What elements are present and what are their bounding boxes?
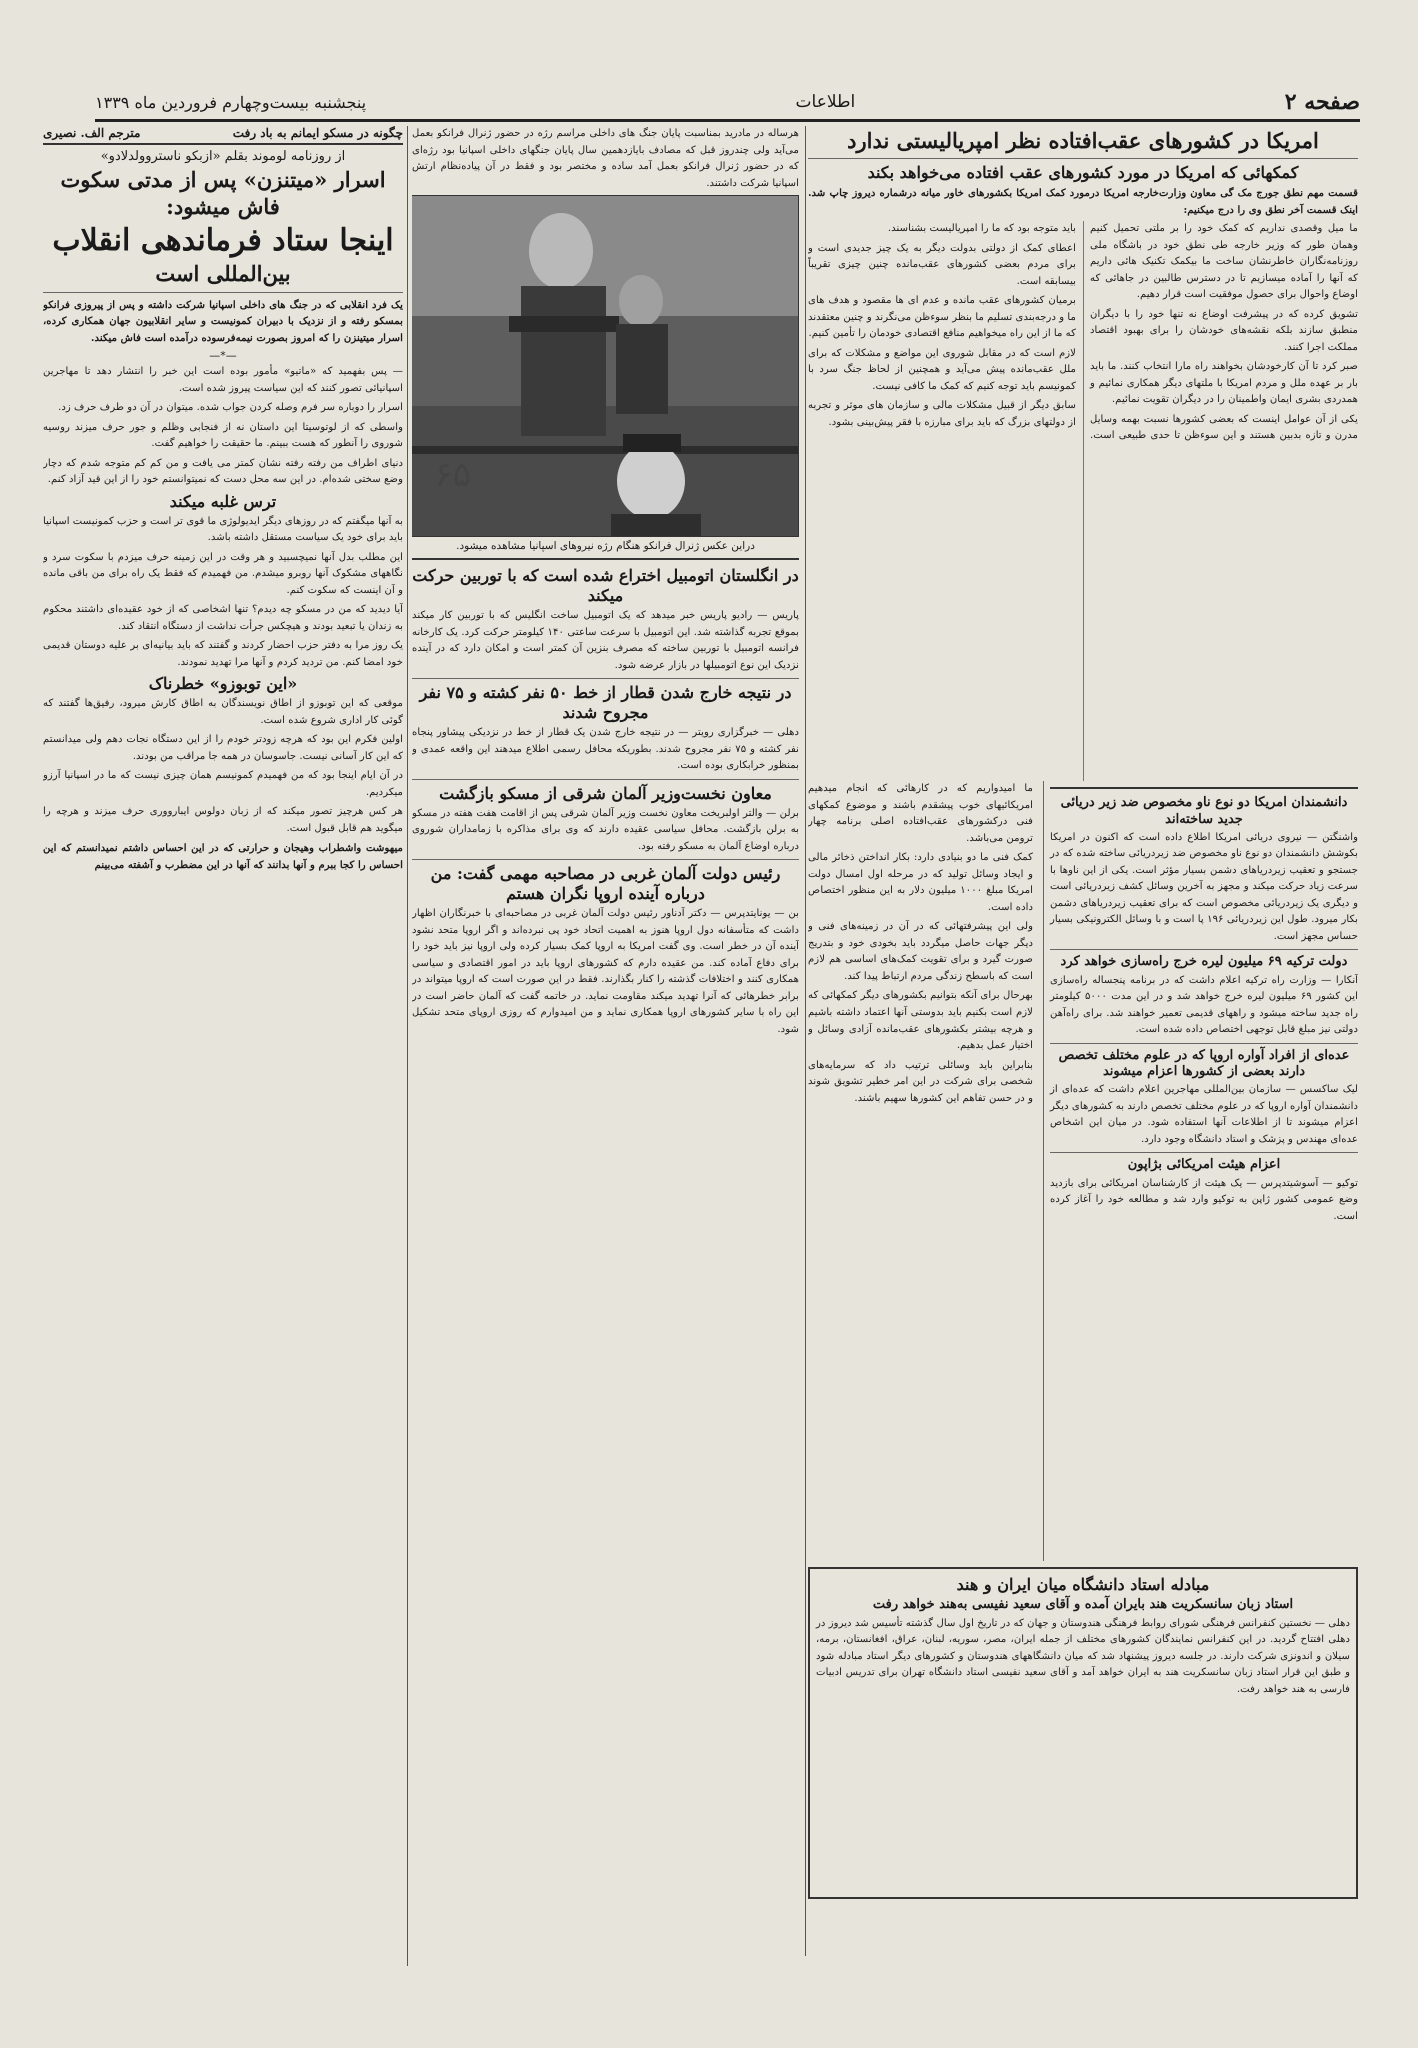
paragraph: اعطای کمک از دولتی بدولت دیگر به یک چیز جدیدی است و برای مردم بعضی کشورهای عقب‌مانده چنین چیزی تقریباً بیسابقه است. [808,242,1076,287]
article-body-west-germany-interview: بن — یونایتدپرس — دکتر آدناور رئیس دولت آلمان غربی در مصاحبه‌ای با خبرنگاران اظهار داشت که متأسفانه دول اروپا هنوز به اهمیت اتحاد خود پی نبرده‌اند و اگر اروپا متحد نشود آینده آن در خطر است. وی گفت امریکا به اروپا کمک بسیار کرده ولی اروپا نیز باید خود را برای دفاع آماده کند. من عقیده دارم که کشورهای اروپا باید در امور اقتصادی و سیاسی همکاری کنند و اختلافات گذشته را کنار بگذارند. فقط در این صورت است که اروپا میتواند در برابر خطرهائی که آنرا تهدید میکند مقاومت نماید. در خاتمه گفت که آلمان حاضر است در این راه با سایر کشورهای اروپا همکاری نماید و من امیدوارم که روزی اروپای متحد تشکیل شود. [412,908,799,1035]
paragraph: در آن ایام اینجا بود که من فهمیدم کمونیسم همان چیزی نیست که ما در اسپانیا آرزو میکردیم. [43,770,403,798]
masthead [95,85,1360,122]
section-separator: —*— [209,349,237,363]
series-title: چگونه در مسکو ایمانم به باد رفت [232,126,403,140]
paragraph: اسرار را دوباره سر فرم وصله کردن جواب شده. میتوان در آن دو طرف حرف زد. [58,402,403,414]
paragraph: یک فرد انقلابی که در جنگ های داخلی اسپانیا شرکت داشته و پس از پیروزی فرانکو بمسکو رفته و از نزدیک با دبیران کمونیست و سایر انقلابیون جهان همکاری کرده، اسرار میتینزن را که امروز بصورت نیمه‌فرسوده درآمده است فاش میکند. [43,298,403,344]
paragraph: اولین فکرم این بود که هرچه زودتر خودم را از این دستگاه نجات دهم ولی میدانستم که این کار آسانی نیست. جاسوسان در همه جا مراقب من بودند. [43,734,403,762]
paragraph: تشویق کرده که در پیشرفت اوضاع نه تنها خود را با دیگران منطبق سازند بلکه نقشه‌های خودشان را برای بهبود اقتصاد مملکت اجرا کنند. [1090,308,1358,353]
university-exchange-article [808,1567,1358,1899]
divider [1050,1152,1358,1153]
paragraph: بهرحال برای آنکه بتوانیم بکشورهای دیگر کمکهائی که لازم است بکنیم باید بدوستی آنها اعتماد داشته باشیم و هرچه بیشتر بکشورهای عقب‌مانده آزادی وسائل و اختیار عمل بدهیم. [808,990,1033,1052]
headline-east-germany: معاون نخست‌وزیر آلمان شرقی از مسکو بازگشت [439,783,772,803]
headline-refugees: عده‌ای از افراد آواره اروپا که در علوم مختلف تخصص دارند بعضی از کشورها اعزام میشوند [1058,1047,1350,1079]
paragraph: — پس بفهمید که «ماتیو» مأمور بوده است این خبر را انتشار دهد تا مهاجرین اسپانیائی تصور کنند که این سیاست پیروز شده است. [43,366,403,394]
subheading-fear: ترس غلبه میکند [169,491,277,511]
divider [1050,787,1358,789]
article-lead: قسمت مهم نطق جورج مک گی معاون وزارت‌خارجه امریکا درمورد کمک امریکا بکشورهای خاور میانه درشماره دیروز چاپ شد. اینک قسمت آخر نطق وی را درج میکنیم: [808,187,1358,216]
article-body-university-exchange: دهلی — نخستین کنفرانس فرهنگی شورای روابط فرهنگی هندوستان و جهان که در تاریخ اول سال گذشته تأسیس شد دیروز در دهلی افتتاح گردید. در این کنفرانس نمایندگان کشورهای مختلف از جمله ایران، مصر، سوریه، لبنان، عراق، افغانستان، برمه، سیلان و اندونزی شرکت دارند. در جلسه دیروز پیشنهاد شد که میان دانشگاههای هندوستان و کشورهای دیگر استاد مبادله شود و طبق این قرار استاد زبان سانسکریت هند به ایران خواهد آمد و آقای سعید نفیسی استاد دانشگاه تهران برای تدریس ادبیات فارسی به هند خواهد رفت. [816,1617,1350,1695]
article-body-turbine-car: پاریس — رادیو پاریس خبر میدهد که یک اتومبیل ساخت انگلیس که با توربین کار میکند بموقع تجربه گذاشته شد. این اتومبیل با سرعت ساعتی ۱۴۰ کیلومتر حرکت کرد. یک کارخانه فرانسه اتومبیل با توربین ساخته که مصرف بنزین آن کمتر است و امکان دارد که در آینده نزدیک این نوع اتومبیلها در بازار عرضه شود. [412,610,799,671]
headline-submarine: دانشمندان امریکا دو نوع ناو مخصوص ضد زیر دریائی جدید ساخته‌اند [1060,795,1348,827]
paragraph: به آنها میگفتم که در روزهای دیگر ایدیولوژی ما قوی تر است و حزب کمونیست اسپانیا باید برای خود یک سیاست مستقل داشته باشد. [43,515,403,544]
article-body-japan-mission: توکیو — آسوشیتدپرس — یک هیئت از کارشناسان امریکائی برای بازدید وضع عمومی کشور ژاپن به توکیو وارد شد و مطالعه خود را آغاز کرده است. [1050,1177,1358,1222]
newspaper-name: اطلاعات [795,92,856,112]
photo-caption: دراین عکس ژنرال فرانکو هنگام رژه نیروهای اسپانیا مشاهده میشود. [456,540,755,553]
paragraph: ما امیدواریم که در کارهائی که انجام میدهیم امریکائیهای خوب پیشقدم باشند و موضوع کمکهای فنی درکشورهای عقب‌افتاده اصلی برنامه چهار ترومن می‌باشد. [808,783,1033,844]
sub-column-news [1043,781,1358,1561]
right-column [808,126,1358,1956]
photo-illustration [412,196,798,536]
headline-revolution-hq: اینجا ستاد فرماندهی انقلاب [52,222,394,258]
divider [1050,1043,1358,1044]
paragraph: لازم است که در مقابل شوروی این مواضع و مشکلات که برای ملل عقب‌مانده پیش می‌آید و همچنین از لحاظ جنگ سرد با کمونیسم باید توجه کنیم که کمک ما کافی نیست. [808,347,1076,392]
paragraph: ما میل وقصدی نداریم که کمک خود را بر ملتی تحمیل کنیم وهمان طور که وزیر خارجه طی نطق خود در باشگاه ملی روزنامه‌نگاران خاطرنشان ساخت ما بیکمک تکنیک هائی داریم که آنها را آماده میسازیم تا در دسترس طالبین در جاهائی که اوضاع واحوال برای حصول موفقیت است قرار دهیم. [1090,223,1358,301]
headline-west-germany-interview: رئیس دولت آلمان غربی در مصاحبه مهمی گفت: من درباره آینده اروپا نگران هستم [430,864,781,904]
article-body-east-germany: برلن — والتر اولبریخت معاون نخست وزیر آلمان شرقی پس از اقامت هفت هفته در مسکو به برلن بازگشت. محافل سیاسی عقیده دارند که وی برای مذاکره با زمامداران شوروی درباره اوضاع آلمان به مسکو رفته بود. [412,807,799,852]
source-kicker: از روزنامه لوموند بقلم «ازبکو ناستروولدلادو» [100,149,346,164]
paragraph: این مطلب بدل آنها نمیچسبید و هر وقت در این زمینه حرف میزدم با سکوت سرد و نگاههای مشکوک آنها روبرو میشدم. من فهمیدم که فقط یک راه برای من باقی مانده و آن اینست که سکوت کنم. [43,551,403,596]
paragraph: بنابراین باید وسائلی ترتیب داد که سرمایه‌های شخصی برای شرکت در این امر خطیر تشویق شوند و در حسن تفاهم این کشورها سهیم باشند. [808,1059,1033,1104]
paragraph: آیا دیدید که من در مسکو چه دیدم؟ تنها اشخاصی که از خود عقیده‌ای داشتند محکوم به زندان یا تبعید بودند و هیچکس جرأت نداشت از دستگاه انتقاد کند. [43,604,403,632]
paragraph: موقعی که این توبوزو از اطاق نویسندگان به اطاق کارش میرود، رفیق‌ها گفتند که گوئی کار اداری شروع شده است. [43,698,403,726]
headline-train-derailment: در نتیجه خارج شدن قطار از خط ۵۰ نفر کشته و ۷۵ نفر مجروح شدند [419,683,792,723]
headline-secrets: اسرار «میتنزن» پس از مدتی سکوت فاش میشود: [60,167,386,219]
headline-turkey-roads: دولت ترکیه ۶۹ میلیون لیره خرج راه‌سازی خواهد کرد [1060,954,1348,970]
divider [1050,949,1358,950]
paragraph: صبر کرد تا آن کارخودشان بخواهند راه مارا انتخاب کنند. ما باید بار بر عهده ملل و مردم امریکا با ملتهای دیگر همکاری نمائیم و همدردی بشری ایمان واطمینان را در دیگران تقویت نمائیم. [1090,361,1358,406]
paragraph: کمک فنی ما دو بنیادی دارد: بکار انداختن ذخائر مالی و ایجاد وسائل تولید که در مرحله اول امسال دولت امریکا مبلغ ۱۰۰۰ میلیون دلار به این منظور اختصاص داده است. [808,852,1033,913]
paragraph: دنیای اطراف من رفته رفته نشان کمتر می یافت و من کم کم متوجه شدم که دچار وضع سختی شده‌ام. در این سه محل دست که نمیتوانستم خود را از این قید آزاد کنم. [43,457,403,486]
page-number: صفحه ۲ [1284,89,1360,115]
subheadline-university-exchange: استاد زبان سانسکریت هند بایران آمده و آقای سعید نفیسی به‌هند خواهد رفت [872,1597,1294,1613]
right-lower-area [808,781,1358,1561]
translator-credit: مترجم الف. نصیری [43,126,141,140]
paragraph: سابق دیگر از قبیل مشکلات مالی و سازمان های موثر و تجربه از دولتهای بزرگ که باید برای مبارزه با فقر پیش‌بینی بشود. [808,400,1076,428]
divider [412,678,799,679]
divider [412,558,799,560]
franco-parade-photo [412,195,799,537]
divider [412,859,799,860]
headline-imperialism: امریکا در کشورهای عقب‌افتاده نظر امپریالیستی ندارد [847,128,1319,153]
headline-international: بین‌المللی است [155,261,291,287]
article-body-submarine: واشنگتن — نیروی دریائی امریکا اطلاع داده است که اکنون در امریکا بکوشش دانشمندان دو نوع ناو مخصوص ضد زیردریائی ساخته شده که در جستجو و تعقیب زیردریاهای دشمن بسیار مؤثر است. یکی از این ناوها با سرعت زیاد حرکت میکند و مجهز به آخرین وسائل کشف زیردریائی است و دیگری یک زیردریائی مخصوص است که برای تعقیب زیردریاهای دشمن بکار میرود. طول این زیردریائی ۱۹۶ پا است و با وسائل الکترونیکی بسیار حساس مجهز است. [1050,831,1358,942]
paragraph: هر کس هرچیز تصور میکند که از زبان دولوس ایبارووری حرف میزند و هرچه را میگوید هم قابل قبول است. [43,806,403,834]
divider [808,158,1358,159]
column-rule [407,126,408,1966]
paragraph: برمیان کشورهای عقب مانده و عدم ای ها مقصود و هدف های ما و درجه‌بندی تسلیم ما بنظر سوءظن می‌نگرند و چنین معتقدند که ما از این راه میخواهیم منافع اقتصادی خودمان را تأمین کنیم. [808,295,1076,340]
headline-japan-mission: اعزام هیئت امریکائی بژاپون [1127,1157,1281,1173]
paragraph: ولی این پیشرفتهائی که در آن در زمینه‌های فنی و دیگر جهات حاصل میگردد باید بخودی خود و بتدریج صورت گیرد و برای تقویت کمک‌های اساسی هم لازم است که باسطح زندگی مردم ارتباط پیدا کند. [808,921,1033,982]
middle-column [412,126,799,1956]
column-rule [805,126,806,1956]
subheading-dangerous: «این توبوزو» خطرناک [148,674,298,694]
headline-turbine-car: در انگلستان اتومبیل اختراع شده است که با توربین حرکت میکند [412,566,799,606]
article-body-train-derailment: دهلی — خبرگزاری رویتر — در نتیجه خارج شدن یک قطار از خط در نزدیکی پیشاور پنجاه نفر کشته و ۷۵ نفر مجروح شدند. بطوریکه محافل رسمی اطلاع میدهند این واقعه عمدی و بمنظور خرابکاری بوده است. [412,727,799,772]
article-body-refugees: لیک ساکسس — سازمان بین‌المللی مهاجرین اعلام داشت که عده‌ای از دانشمندان آواره اروپا که در علوم مختلف تخصص دارند به کشورهای دیگر اعزام میشوند تا از اطلاعات آنها استفاده شود. در میان این اشخاص عده‌ای مهندس و پزشک و استاد دانشگاه وجود دارد. [1050,1084,1358,1145]
headline-university-exchange: مبادله استاد دانشگاه میان ایران و هند [956,1575,1210,1595]
sub-column-continuation [808,781,1033,1561]
article-body-imperialism [808,221,1358,781]
issue-date: پنجشنبه بیست‌وچهارم فروردین ماه ۱۳۳۹ [95,92,367,112]
subheadline-aid: کمکهائی که امریکا در مورد کشورهای عقب افتاده می‌خواهد بکند [867,163,1299,183]
divider [43,292,403,293]
paragraph: واسطی که از لوتوسیتا این داستان نه از فنجابی وظلم و جور حرف میزند روسیه شوروی را آنطور که هست ببینم. ما حقیقت را خواهیم گفت. [43,421,403,450]
divider [412,779,799,780]
paragraph: یک روز مرا به دفتر حزب احضار کردند و گفتند که باید بیانیه‌ای بر علیه دوستان قدیمی خود امضا کنم. من تردید کردم و آنها مرا تهدید نمودند. [43,640,403,668]
photo-intro-text: هرساله در مادرید بمناسبت پایان جنگ های داخلی مراسم رژه در حضور ژنرال فرانکو بعمل می‌آید ولی چندروز قبل که مصادف بایازدهمین سال پایان جنگهای داخلی اسپانیا بود رژه‌ای که در حضور ژنرال فرانکو بعمل آمد ساده و مختصر بود و فقط در آن پیاده‌نظام ارتش اسپانیا شرکت داشتند. [412,128,799,189]
closing-note: میهوشت واشطراب وهیجان و حرارتی که در این احساس داشتم نمیدانستم که این احساس را کجا ببرم و آنها بدانند که آنها در این مضطرب و آشفته می‌بینم [43,842,403,871]
series-header [43,126,403,145]
left-column [43,126,403,1966]
article-body-turkey-roads: آنکارا — وزارت راه ترکیه اعلام داشت که در برنامه پنجساله راه‌سازی این کشور ۶۹ میلیون لیره خرج خواهد شد و در این مدت ۵۰۰۰ کیلومتر راه جدید ساخته میشود و راههای قدیمی تعمیر خواهند شد. برای راه‌آهن دولتی نیز مبلغ قابل توجهی اختصاص داده شده است. [1050,974,1358,1036]
svg-text:۶۵: ۶۵ [434,455,471,496]
paragraph: یکی از آن عوامل اینست که بعضی کشورها نسبت بهمه وسایل مدرن و تازه بدبین هستند و این سوءظن تا حدی طبیعی است. باید متوجه بود که ما را امپریالیست بشناسند. [887,223,1358,442]
